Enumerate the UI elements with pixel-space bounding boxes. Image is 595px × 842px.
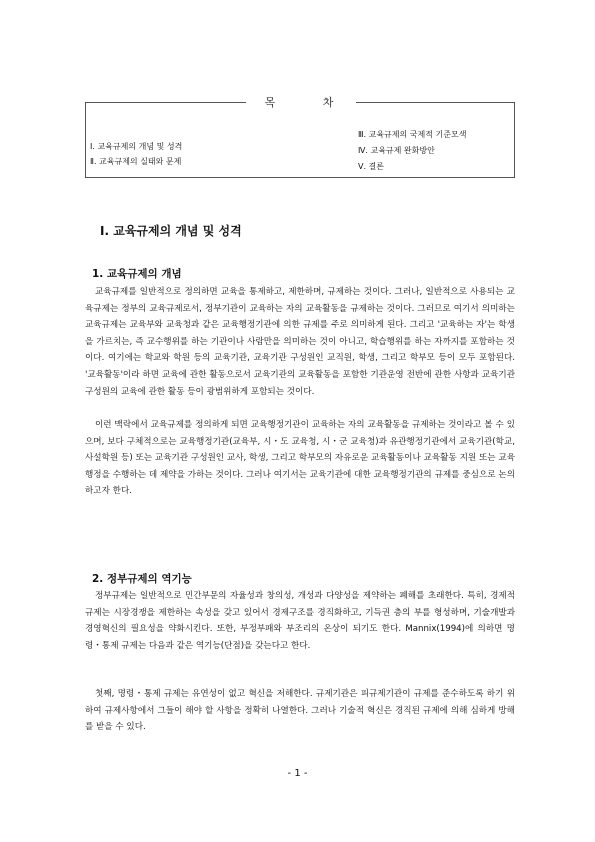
paragraph: 정부규제는 일반적으로 민간부문의 자율성과 창의성, 개성과 다양성을 제약하는 폐해를 초래한다. 특히, 경제적 규제는 시장경쟁을 제한하는 속성을 갖고 있어서 경제구조를 경직화하고, 기득권 층의 부를 형성하며, 기술개발과 경영혁신의 필요성을 약화시킨다. 또한, 부정부패와 부조리의 온상이 되기도 한다. Mannix(1994)에 의하면 명령・통제 규제는 다음과 같은 역기능(단점)을 갖는다고 한다.	[85, 591, 515, 651]
paragraph: 교육규제를 일반적으로 정의하면 교육을 통제하고, 제한하며, 규제하는 것이다. 그러나, 일반적으로 사용되는 교육규제는 정부의 교육규제로서, 정부기관이 교육하는 자의 교육활동을 규제하는 것이다. 그러므로 여기서 의미하는 교육규제는 교육부와 교육청과 같은 교육행정기관에 의한 규제를 주로 의미하게 된다. 그리고 '교육하는 자'는 학생을 가르치는, 즉 교수행위를 하는 기관이나 사람만을 의미하는 것이 아니고, 학습행위를 하는 자까지를 포함하는 것이다. 여기에는 학교와 학원 등의 교육기관, 교육기관 구성원인 교직원, 학생, 그리고 학부모 등이 모두 포함된다. '교육활동'이라 하면 교육에 관한 활동으로서 교육기관의 교육활동을 포함한 기관운영 전반에 관한 사항과 교육기관 구성원의 교육에 관한 활동 등이 광범위하게 포함되는 것이다.	[85, 287, 515, 397]
toc-item: Ⅲ. 교육규제의 국제적 기준모색	[358, 130, 467, 139]
toc-left-column	[90, 139, 182, 169]
subsection-title: 2. 정부규제의 역기능	[92, 573, 192, 585]
toc-item: Ⅰ. 교육규제의 개념 및 성격	[90, 142, 183, 151]
toc-item: Ⅴ. 결론	[358, 162, 385, 171]
subsection-title: 1. 교육규제의 개념	[92, 268, 182, 280]
toc-title: 목 차	[246, 95, 356, 111]
section-title: Ⅰ. 교육규제의 개념 및 성격	[100, 224, 242, 238]
page-number: - 1 -	[287, 768, 308, 779]
toc-item: Ⅳ. 교육규제 완화방안	[358, 146, 435, 155]
toc-item: Ⅱ. 교육규제의 실태와 문제	[90, 157, 182, 166]
table-of-contents	[85, 96, 515, 178]
paragraph: 이런 맥락에서 교육규제를 정의하게 되면 교육행정기관이 교육하는 자의 교육활동을 규제하는 것이라고 볼 수 있으며, 보다 구체적으로는 교육행정기관(교육부, 시・도 교육청, 시・군 교육청)과 유관행정기관에서 교육기관(학교, 사설학원 등) 또는 교육기관 구성원인 교사, 학생, 그리고 학부모의 자유로운 교육활동이나 교육활동 지원 또는 교육행정을 수행하는 데 제약을 가하는 것이다. 그러나 여기서는 교육기관에 대한 교육행정기관의 규제를 중심으로 논의하고자 한다.	[85, 420, 515, 497]
paragraph: 첫째, 명령・통제 규제는 유연성이 없고 혁신을 저해한다. 규제기관은 피규제기관이 규제를 준수하도록 하기 위하여 규제사항에서 그들이 해야 할 사항을 정확히 나열한다. 그러나 기술적 혁신은 경직된 규제에 의해 심하게 방해를 받을 수 있다.	[85, 689, 515, 733]
toc-right-column	[358, 127, 466, 175]
